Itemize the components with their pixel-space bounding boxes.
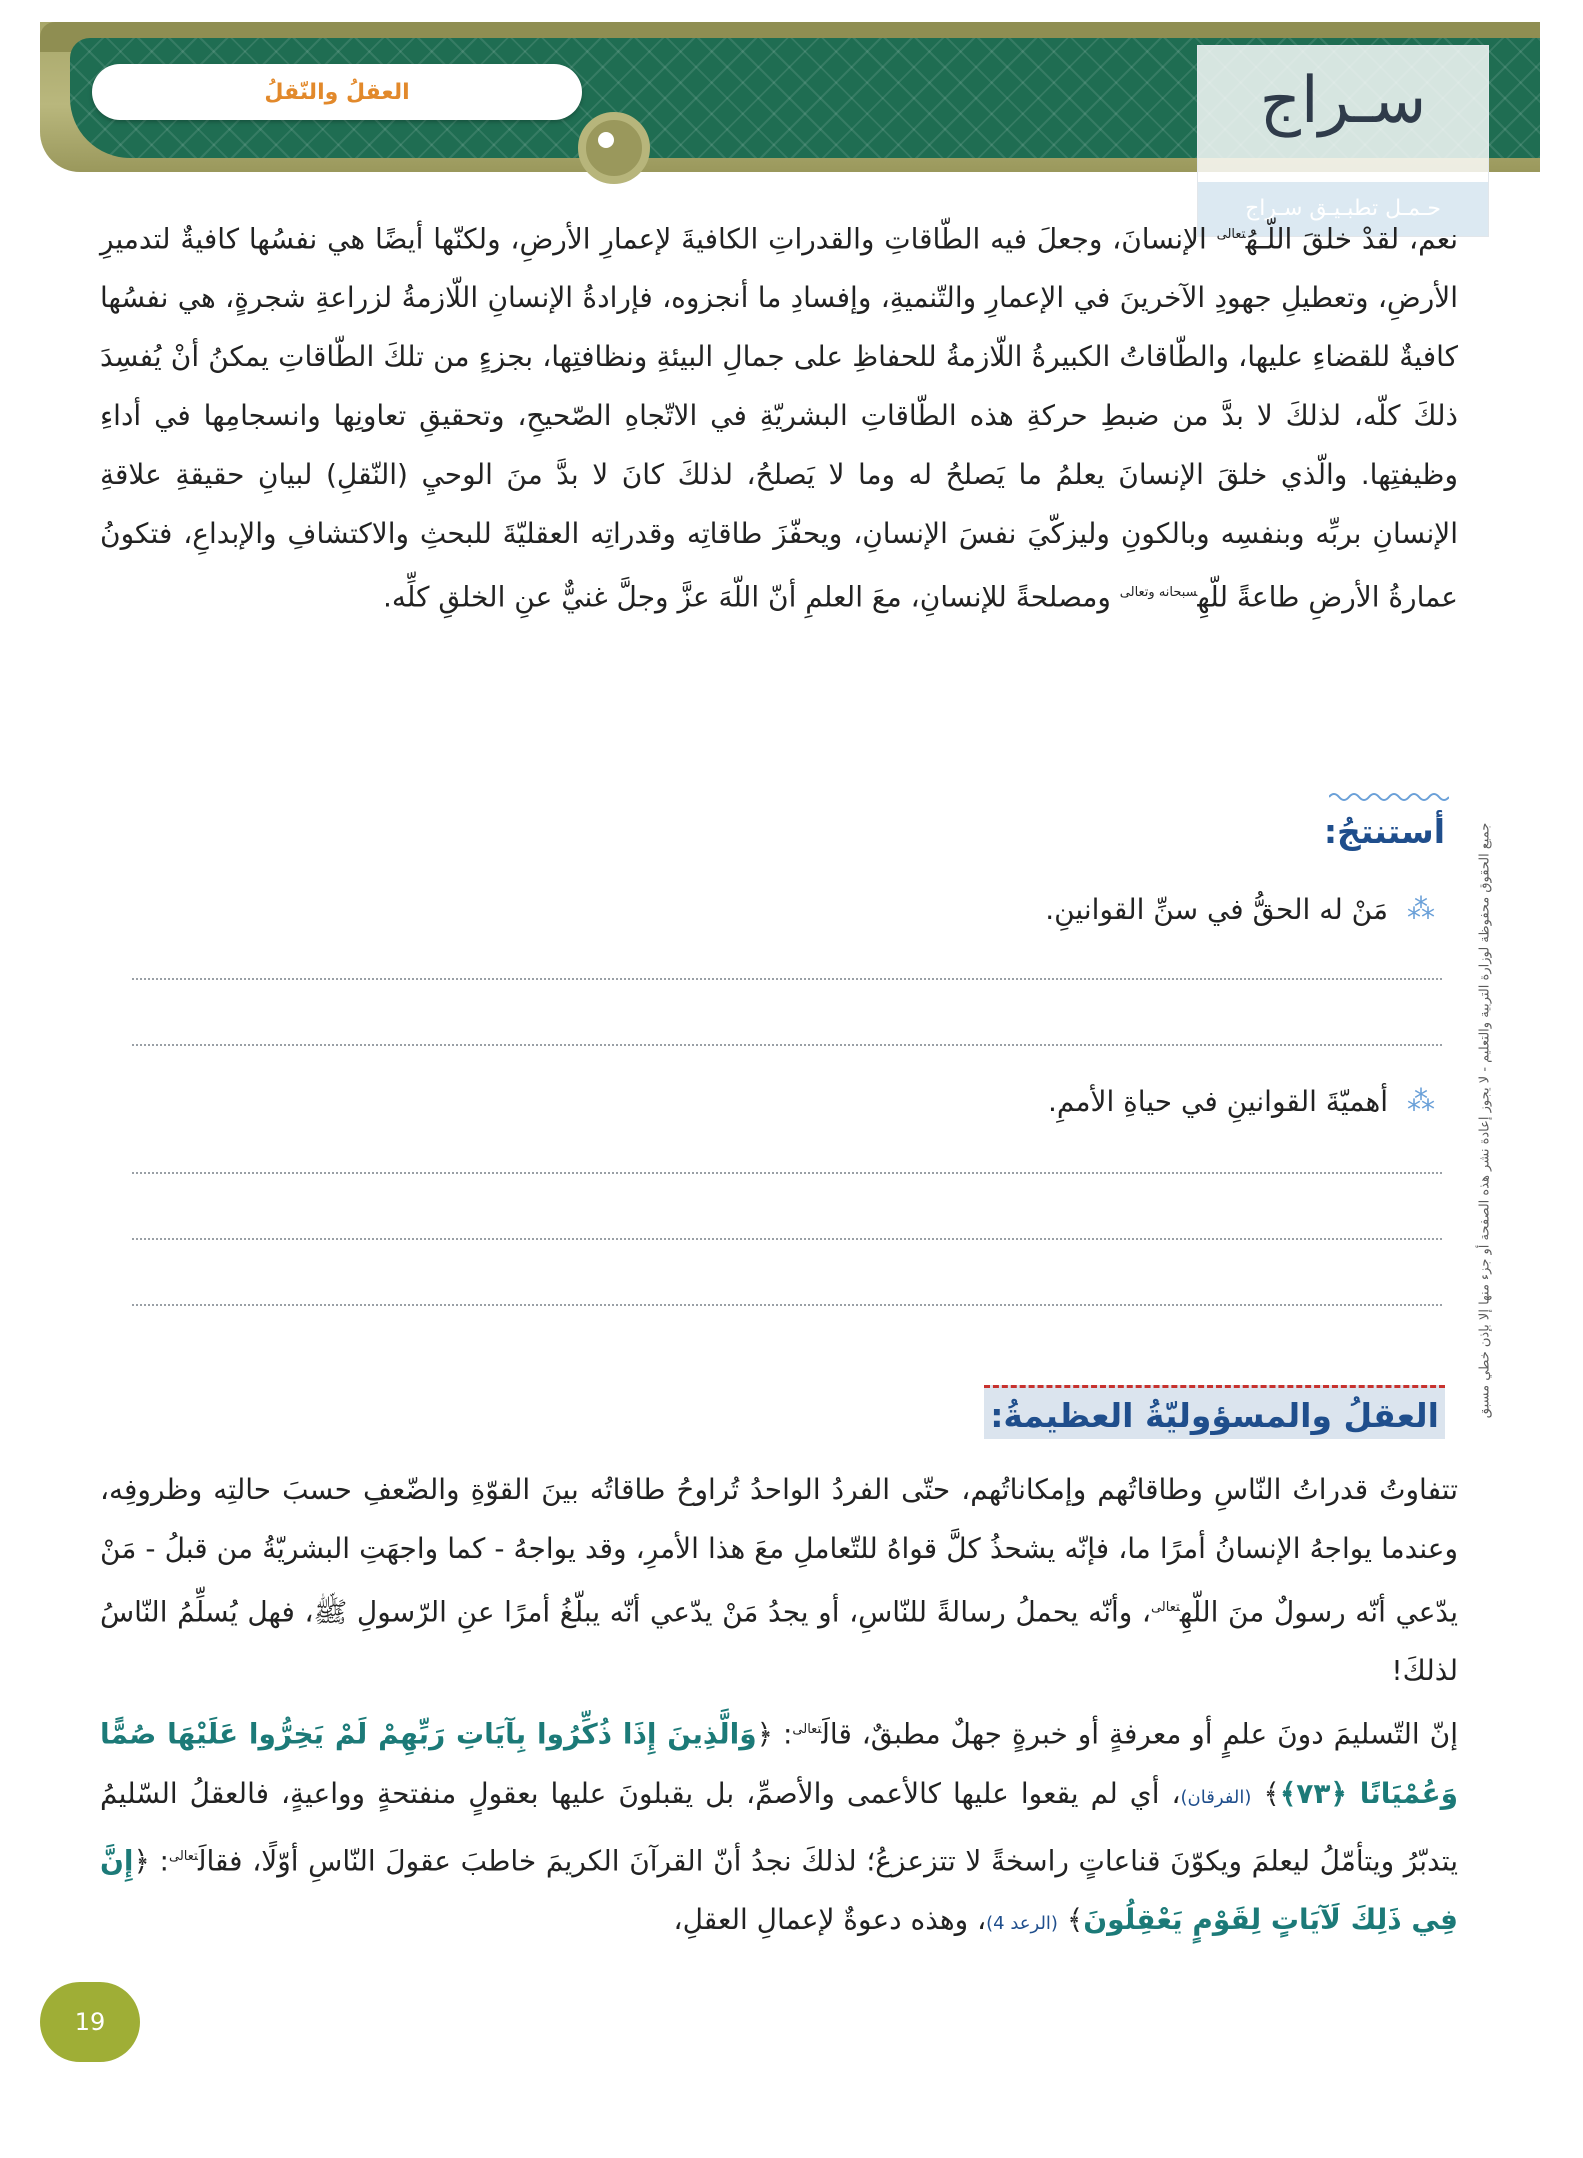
intro-text-a: نعم، لقدْ خلقَ اللّـهُ [1245, 222, 1458, 256]
question-1-text: مَنْ له الحقُّ في سنِّ القوانينِ. [1045, 892, 1388, 926]
page-number: 19 [74, 2008, 106, 2036]
intro-text-c: ومصلحةً للإنسانِ، معَ العلمِ أنّ اللّهَ عزَّ وجلَّ غنيٌّ عنِ الخلقِ كلِّه. [382, 580, 1120, 614]
answer-line[interactable] [132, 978, 1442, 980]
section-text: ، أي لم يقعوا عليها كالأعمى والأصمِّ، بل يقبلونَ عليها بعقولٍ منفتحةٍ وواعيةٍ، فالعقلُ السّليمُ يتدبّرُ ويتأمّلُ ليعلمَ ويكوّنَ قناعاتٍ راسخةً لا تتزعزعُ؛ لذلكَ نجدُ أنّ القرآنَ الكريمَ خاطبَ عقولَ النّاسِ أوّلًا، فقالَ [100, 1776, 1458, 1877]
honorific: تعالى [169, 1848, 198, 1864]
honorific: سبحانه وتعالى [1119, 585, 1198, 601]
quote-bracket: ﴾ [1251, 1776, 1280, 1810]
copyright-text: جميع الحقوق محفوظة لوزارة التربية والتعليم - لا يجوز إعادة نشر هذه الصفحة أو جزء منها إلا بإذن خطي مسبق [1477, 822, 1493, 1418]
answer-line[interactable] [132, 1044, 1442, 1046]
answer-line[interactable] [132, 1238, 1442, 1240]
quote-bracket: ﴾ [1057, 1902, 1084, 1936]
section-text: ، وأنّه يحملُ رسالةً للنّاسِ، أو يجدُ مَنْ يدّعي أنّه يبلّغُ أمرًا عنِ الرّسولِ ﷺ، فهل يُسلِّمُ النّاسُ لذلكَ! [100, 1595, 1458, 1688]
section-heading: العقلُ والمسؤوليّةُ العظيمةُ: [984, 1385, 1445, 1439]
verse-reference: (الفرقان) [1180, 1786, 1252, 1808]
quran-verse: إِنَّ فِي ذَلِكَ لَآيَاتٍ لِقَوْمٍ يَعْقِلُونَ [100, 1843, 1458, 1936]
logo-tagline: حـمـل تطبـيـق سـراج [1198, 182, 1488, 236]
answer-line[interactable] [132, 1304, 1442, 1306]
verse-reference: (الرعد 4) [986, 1912, 1058, 1934]
honorific: تعالى [792, 1722, 822, 1738]
answer-line[interactable] [132, 1172, 1442, 1174]
header-curl [578, 112, 650, 184]
snowflake-bullet-icon: ⁂ [1407, 892, 1435, 925]
lesson-title: العقلُ والنّقلُ [264, 79, 410, 105]
conclude-heading: أستنتجُ: [1323, 812, 1445, 851]
logo-name: سـراج [1259, 64, 1427, 138]
honorific: تعالى [1216, 227, 1246, 242]
section-paragraph [100, 1460, 1458, 1953]
honorific: تعالى [1150, 1600, 1180, 1615]
section-text: ، وهذه دعوةٌ لإعمالِ العقلِ، [673, 1902, 987, 1936]
question-2-text: أهميّةَ القوانينِ في حياةِ الأممِ. [1047, 1084, 1388, 1118]
intro-paragraph [100, 205, 1458, 627]
question-2 [1048, 1084, 1438, 1118]
quote-bracket: : ﴿ [133, 1843, 169, 1877]
section-text: تتفاوتُ قدراتُ النّاسِ وطاقاتُهم وإمكاناتُهم، حتّى الفردُ الواحدُ تُراوحُ طاقاتُه بينَ القوّةِ والضّعفِ حسبَ حالتِه وظروفِه، وعندما يواجهُ الإنسانُ أمرًا ما، فإنّه يشحذُ كلَّ قواهُ للتّعاملِ معَ هذا الأمرِ، وقد يواجهُ - كما واجهَتِ البشريّةُ من قبلُ - مَنْ يدّعي أنّه رسولٌ منَ اللّهِ [100, 1473, 1458, 1629]
question-1 [1045, 892, 1438, 926]
intro-text-b: الإنسانَ، وجعلَ فيه الطّاقاتِ والقدراتِ الكافيةَ لإعمارِ الأرضِ، ولكنّها أيضًا هي نفسُها كافيةٌ لتدميرِ الأرضِ، وتعطيلِ جهودِ الآخرينَ في الإعمارِ والتّنميةِ، وإفسادِ ما أنجزوه، فإرادةُ الإنسانِ اللّازمةُ لزراعةِ شجرةٍ، هي نفسُها كافيةٌ للقضاءِ عليها، والطّاقاتُ الكبيرةُ اللّازمةُ للحفاظِ على جمالِ البيئةِ ونظافتِها، بجزءٍ من تلكَ الطّاقاتِ يمكنُ أنْ يُفسِدَ ذلكَ كلّه، لذلكَ لا بدَّ من ضبطِ حركةِ هذه الطّاقاتِ البشريّةِ في الاتّجاهِ الصّحيحِ، وتحقيقِ تعاونِها وانسجامِها في أداءِ وظيفتِها. والّذي خلقَ الإنسانَ يعلمُ ما يَصلحُ له وما لا يَصلحُ، لذلكَ كانَ لا بدَّ منَ الوحيِ (النّقلِ) لبيانِ حقيقةِ علاقةِ الإنسانِ بربِّه وبنفسِه وبالكونِ وليزكّيَ نفسَ الإنسانِ، ويحفّزَ طاقاتِه وقدراتِه العقليّةَ للبحثِ والاكتشافِ والإبداعِ، فتكونُ عمارةُ الأرضِ طاعةً للّهِ [100, 222, 1458, 614]
snowflake-bullet-icon: ⁂ [1407, 1084, 1435, 1117]
page-number-badge [40, 1982, 140, 2062]
lesson-title-pill [92, 64, 582, 120]
copyright-side-note [1468, 505, 1502, 1735]
wavy-underline-icon [1329, 790, 1449, 804]
section-text: إنّ التّسليمَ دونَ علمٍ أو معرفةٍ أو خبرةٍ جهلٌ مطبقٌ، قالَ [821, 1717, 1458, 1751]
quote-bracket: : ﴿ [756, 1717, 793, 1751]
quran-verse: وَالَّذِينَ إِذَا ذُكِّرُوا بِآيَاتِ رَبِّهِمْ لَمْ يَخِرُّوا عَلَيْهَا صُمًّا وَعُمْيَانًا ﴿٧٣﴾ [100, 1717, 1458, 1810]
